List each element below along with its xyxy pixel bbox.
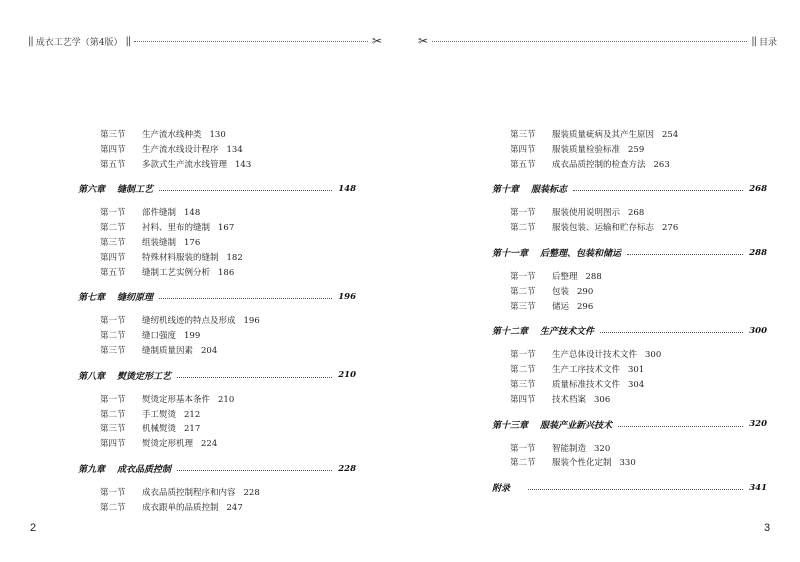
section-page: 330 [619,458,636,469]
chapter-title: 后整理、包装和储运 [540,249,622,259]
toc-entry[interactable] [100,329,200,341]
section-number: 第五节 [510,159,536,170]
section-number: 第三节 [100,424,126,435]
chapter-page: 341 [749,482,767,493]
section-page: 167 [218,223,235,234]
chapter-page: 320 [749,419,767,430]
toc-entry[interactable] [510,285,593,297]
toc-entry[interactable] [510,442,610,454]
section-page: 290 [577,286,594,297]
section-page: 304 [628,380,645,390]
section-title: 缝制工艺实例分析 [142,267,211,278]
chapter-number: 第十章 [492,185,520,196]
chapter-title: 缝制工艺 [117,185,154,196]
toc-entry[interactable] [100,344,217,356]
section-title: 储运 [552,301,570,312]
section-number: 第四节 [100,252,126,263]
section-page: 306 [594,394,611,405]
toc-entry[interactable] [510,348,661,360]
chapter-title: 生产技术文件 [540,327,595,338]
chapter-number: 第十一章 [492,249,529,259]
toc-entry[interactable] [100,128,226,140]
scissors-icon: ✂ [418,34,429,48]
section-number: 第二节 [100,409,126,420]
section-page: 217 [184,424,201,435]
section-page: 148 [184,208,201,219]
section-title: 手工熨烫 [142,409,177,420]
chapter-title: 成衣品质控制 [117,465,172,475]
section-title: 成衣跟单的品质控制 [142,502,219,513]
section-title: 包装 [552,286,570,297]
page-number-right: 3 [764,522,771,534]
section-number: 第二节 [510,458,536,469]
toc-chapter[interactable] [492,246,767,259]
chapter-title: 缝纫原理 [117,293,154,304]
chapter-number: 第十二章 [492,327,529,338]
toc-entry[interactable] [510,221,678,233]
section-page: 134 [226,144,243,155]
section-page: 204 [201,346,218,356]
section-title: 机械熨烫 [142,424,177,435]
leader-dots [618,426,743,427]
section-title: 缝纫机线迹的特点及形成 [142,316,236,327]
section-page: 254 [662,130,679,140]
section-number: 第三节 [100,346,126,356]
section-title: 生产工序技术文件 [552,365,621,376]
section-page: 268 [628,208,645,219]
section-number: 第一节 [510,272,536,282]
toc-entry[interactable] [100,236,200,248]
left-running-header [28,33,382,49]
double-bar-icon: || [28,35,33,47]
section-page: 263 [653,159,670,170]
chapter-number: 第六章 [78,185,106,196]
toc-chapter[interactable] [78,182,356,195]
section-title: 技术档案 [552,394,587,405]
leader-dots [627,254,743,255]
toc-entry[interactable] [510,143,644,155]
toc-entry[interactable] [100,206,200,218]
section-page: 276 [662,223,679,234]
toc-entry[interactable] [510,363,644,375]
leader-dots [177,470,332,471]
dotted-rule [134,41,368,42]
section-page: 210 [218,394,235,405]
section-number: 第三节 [100,238,126,248]
section-number: 第一节 [510,443,536,454]
toc-entry[interactable] [100,437,217,449]
section-page: 224 [201,439,218,450]
toc-chapter[interactable] [492,182,767,195]
chapter-page: 196 [338,291,356,302]
chapter-title: 熨烫定形工艺 [117,371,172,382]
section-number: 第二节 [100,502,126,513]
leader-dots [177,377,332,378]
section-number: 第一节 [100,488,126,498]
section-number: 第三节 [510,301,536,312]
toc-entry[interactable] [100,422,200,434]
section-number: 第一节 [100,208,126,219]
toc-entry[interactable] [100,143,243,155]
leader-dots [573,190,743,191]
page-number-left: 2 [30,522,37,534]
toc-entry[interactable] [100,501,243,513]
section-title: 后整理 [552,272,578,282]
toc-chapter[interactable] [492,418,767,431]
section-number: 第三节 [100,130,126,140]
right-running-header [418,33,780,49]
toc-entry[interactable] [510,270,602,282]
section-title: 部件缝制 [142,208,177,219]
section-page: 186 [218,267,235,278]
section-page: 320 [594,443,611,454]
section-number: 第五节 [100,159,126,170]
section-number: 第一节 [100,394,126,405]
scissors-icon: ✂ [371,34,382,48]
section-title: 质量标准技术文件 [552,380,621,390]
leader-dots [600,332,743,333]
toc-entry[interactable] [100,486,260,498]
section-page: 182 [226,252,243,263]
chapter-number: 第十三章 [492,420,529,431]
section-title: 生产总体设计技术文件 [552,350,638,361]
section-title: 服装包装、运输和贮存标志 [552,223,655,234]
double-bar-icon: || [751,35,756,47]
toc-entry[interactable] [510,378,644,390]
chapter-title: 服装产业新兴技术 [540,420,613,431]
section-number: 第四节 [100,439,126,450]
toc-entry[interactable] [510,300,593,312]
dotted-rule [432,41,747,42]
section-number: 第四节 [510,144,536,155]
chapter-title: 服装标志 [531,185,568,196]
toc-entry[interactable] [100,158,251,170]
section-number: 第一节 [510,350,536,361]
section-page: 301 [628,365,645,376]
section-number: 第一节 [100,316,126,327]
section-number: 第三节 [510,380,536,390]
section-number: 第四节 [100,144,126,155]
section-page: 296 [577,301,594,312]
toc-chapter[interactable] [78,290,356,303]
book-title: 成衣工艺学（第4版） [35,37,123,48]
toc-entry[interactable] [510,206,644,218]
section-title: 成衣品质控制程序和内容 [142,488,236,498]
section-number: 第五节 [100,267,126,278]
section-page: 143 [235,159,252,170]
section-title: 多款式生产流水线管理 [142,159,228,170]
section-page: 300 [645,350,662,361]
section-number: 第二节 [510,223,536,234]
toc-chapter[interactable] [492,481,767,494]
section-title: 衬料、里布的缝制 [142,223,211,234]
section-title: 成衣品质控制的检查方法 [552,159,646,170]
double-bar-icon: || [125,35,131,47]
leader-dots [159,298,332,299]
toc-chapter[interactable] [78,462,356,475]
section-title: 目录 [758,37,777,48]
section-page: 199 [184,331,201,342]
section-title: 服装使用说明图示 [552,208,621,219]
section-title: 生产流水线种类 [142,130,202,140]
toc-entry[interactable] [100,251,243,263]
section-title: 缝制质量因素 [142,346,194,356]
toc-entry[interactable] [510,456,636,468]
section-title: 服装个性化定制 [552,458,612,469]
chapter-page: 288 [749,247,767,258]
toc-entry[interactable] [100,408,200,420]
section-title: 缝口强度 [142,331,177,342]
toc-entry[interactable] [100,266,234,278]
toc-entry[interactable] [100,221,234,233]
toc-entry[interactable] [510,393,610,405]
section-page: 259 [628,144,645,155]
section-page: 247 [226,502,243,513]
section-page: 228 [243,488,260,498]
section-number: 第四节 [510,394,536,405]
section-number: 第二节 [100,223,126,234]
right-page [400,0,800,562]
section-page: 196 [243,316,260,327]
section-title: 特殊材料服装的缝制 [142,252,219,263]
section-number: 第二节 [510,365,536,376]
toc-entry[interactable] [100,393,234,405]
section-title: 服装质量检验标准 [552,144,621,155]
toc-entry[interactable] [510,158,670,170]
section-page: 176 [184,238,201,248]
section-number: 第二节 [510,286,536,297]
section-title: 生产流水线设计程序 [142,144,219,155]
toc-chapter[interactable] [492,324,767,337]
section-number: 第一节 [510,208,536,219]
toc-chapter[interactable] [78,369,356,382]
chapter-number: 附录 [492,484,511,495]
section-title: 组装缝制 [142,238,177,248]
chapter-page: 228 [338,463,356,474]
section-number: 第三节 [510,130,536,140]
section-title: 熨烫定形基本条件 [142,394,211,405]
chapter-page: 300 [749,325,767,336]
section-page: 288 [585,272,602,282]
chapter-page: 268 [749,183,767,194]
section-page: 130 [209,130,226,140]
toc-entry[interactable] [510,128,678,140]
section-number: 第二节 [100,331,126,342]
chapter-page: 210 [338,370,356,381]
chapter-page: 148 [338,183,356,194]
section-title: 智能制造 [552,443,587,454]
chapter-number: 第七章 [78,293,106,304]
chapter-number: 第九章 [78,465,106,475]
section-title: 熨烫定形机理 [142,439,194,450]
toc-entry[interactable] [100,314,260,326]
leader-dots [528,489,743,490]
chapter-number: 第八章 [78,371,106,382]
section-title: 服装质量疵病及其产生原因 [552,130,655,140]
section-page: 212 [184,409,201,420]
leader-dots [159,190,332,191]
